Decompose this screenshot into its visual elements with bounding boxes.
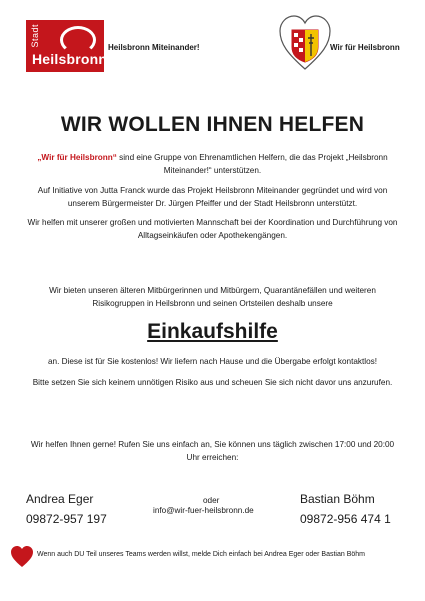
intro-highlight: „Wir für Heilsbronn“ [37, 153, 117, 162]
header-left-text: Heilsbronn Miteinander! [108, 43, 200, 52]
offer-paragraph: Wir bieten unseren älteren Mitbürgerinnen und Mitbürgern, Quarantänefällen und weiteren Risikogruppen in Heilsbronn und seinen Ortsteilen deshalb unsere [49, 286, 376, 308]
heart-icon [10, 545, 34, 569]
page-title: WIR WOLLEN IHNEN HELFEN [60, 113, 365, 136]
intro-paragraph [26, 151, 399, 177]
free-paragraph: an. Diese ist für Sie kostenlos! Wir liefern nach Hause und die Übergabe erfolgt kontaktlos! [47, 357, 378, 366]
help-paragraph: Wir helfen mit unserer großen und motivierten Mannschaft bei der Koordination und Durchführung von Alltagseinkäufen oder Apothekengängen. [27, 218, 398, 240]
contact-right-phone[interactable]: 09872-956 474 1 [300, 512, 391, 526]
initiative-paragraph: Auf Initiative von Jutta Franck wurde das Projekt Heilsbronn Miteinander gegründet und wird von unserem Bürgermeister Dr. Jürgen Pfeiffer und der Stadt Heilsbronn unterstützt. [37, 186, 388, 208]
risk-paragraph: Bitte setzen Sie sich keinem unnötigen Risiko aus und scheuen Sie sich nicht davor uns anzurufen. [32, 378, 393, 387]
contact-right-name: Bastian Böhm [300, 492, 375, 506]
contact-email[interactable]: info@wir-fuer-heilsbronn.de [153, 506, 254, 515]
contact-or: oder [203, 496, 220, 505]
heilsbronn-logo [26, 20, 108, 72]
header-right-text: Wir für Heilsbronn [330, 43, 400, 52]
call-paragraph: Wir helfen Ihnen gerne! Rufen Sie uns einfach an, Sie können uns täglich zwischen 17:00 und 20:00 Uhr erreichen: [30, 440, 395, 462]
contact-left-name: Andrea Eger [26, 492, 94, 506]
logo-stadt-text: Stadt [30, 24, 40, 48]
footer-text: Wenn auch DU Teil unseres Teams werden willst, melde Dich einfach bei Andrea Eger oder Bastian Böhm [37, 551, 366, 558]
logo-name-text: Heilsbronn [32, 51, 108, 67]
contact-left-phone[interactable]: 09872-957 197 [26, 512, 107, 526]
einkaufshilfe-heading: Einkaufshilfe [147, 320, 278, 343]
intro-rest: sind eine Gruppe von Ehrenamtlichen Helfern, die das Projekt „Heilsbronn Miteinander!“ unterstützen. [116, 153, 388, 175]
logo-swirl-icon [60, 26, 96, 54]
heart-coat-of-arms-icon [278, 14, 332, 72]
